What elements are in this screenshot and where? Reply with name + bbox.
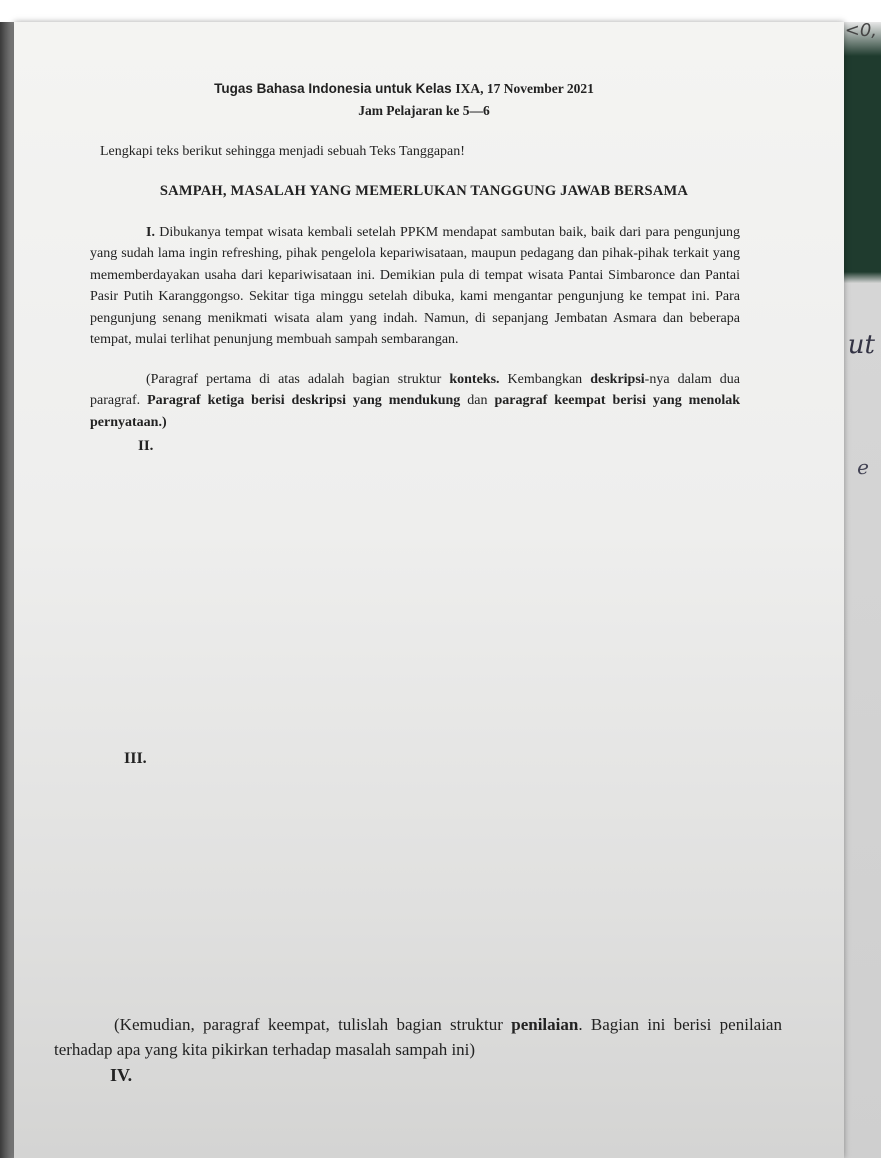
section-3-label: III. (124, 750, 147, 767)
section-4-label: IV. (110, 1065, 133, 1085)
instruction-note-1 (90, 369, 740, 433)
section-2-label: II. (138, 438, 154, 454)
note2-text-1: (Kemudian, paragraf keempat, tulislah bagian struktur (114, 1015, 512, 1034)
section-1-paragraph (90, 222, 740, 350)
note1-bold-paragraf-ketiga: Paragraf ketiga berisi deskripsi yang mendukung (147, 393, 461, 409)
header-subject: Tugas Bahasa Indonesia untuk Kelas (214, 81, 456, 96)
note2-text-2: . Bagian ini berisi penilaian terhadap apa yang kita pikirkan terhadap masalah sampah ini) (54, 1015, 782, 1059)
note2-bold-penilaian: penilaian (511, 1015, 579, 1034)
photo-left-shadow (0, 22, 14, 1158)
margin-handwriting-mark-2: e (857, 455, 869, 479)
note1-text-2: Kembangkan (499, 372, 591, 387)
instruction-note-2 (54, 1012, 782, 1062)
header-line-2: Jam Pelajaran ke 5—6 (358, 103, 490, 118)
photo-right-background (841, 22, 881, 1158)
note1-text-4: dan (460, 393, 495, 409)
note1-bold-konteks: konteks. (449, 372, 500, 387)
note1-bold-paragraf-keempat: paragraf keempat berisi yang menolak pernyataan.) (90, 393, 740, 430)
photo-top-margin (0, 0, 881, 22)
note1-bold-deskripsi: deskripsi (590, 372, 645, 387)
section-1-label: I. (146, 225, 155, 240)
instruction-text: Lengkapi teks berikut sehingga menjadi sebuah Teks Tanggapan! (100, 144, 465, 159)
note1-text-1: (Paragraf pertama di atas adalah bagian struktur (146, 372, 450, 387)
header-class-date: IXA, 17 November 2021 (455, 81, 594, 96)
header-line-1 (174, 81, 634, 97)
note1-text-3: -nya dalam dua paragraf. (90, 372, 740, 409)
document-title: SAMPAH, MASALAH YANG MEMERLUKAN TANGGUNG JAWAB BERSAMA (159, 183, 689, 199)
margin-handwriting: <0, (844, 20, 877, 41)
margin-handwriting-mark: ut (847, 330, 875, 360)
section-1-text: Dibukanya tempat wisata kembali setelah PPKM mendapat sambutan baik, baik dari para pengunjung yang sudah lama ingin refreshing, pihak pengelola kepariwisataan, maupun pedagang dan pihak-pihak terkait yang mememberdayakan usaha dari kepariwisataan ini. Demikian pula di tempat wisata Pantai Simbaronce dan Pantai Pasir Putih Karanggongso. Sekitar tiga minggu setelah dibuka, kami mengantar pengunjung ke tempat ini. Para pengunjung senang menikmati wisata alam yang indah. Namun, di sepanjang Jembatan Asmara dan beberapa tempat, mulai terlihat penunjung membuah sampah sembarangan. (90, 225, 740, 348)
worksheet-page (14, 22, 844, 1158)
